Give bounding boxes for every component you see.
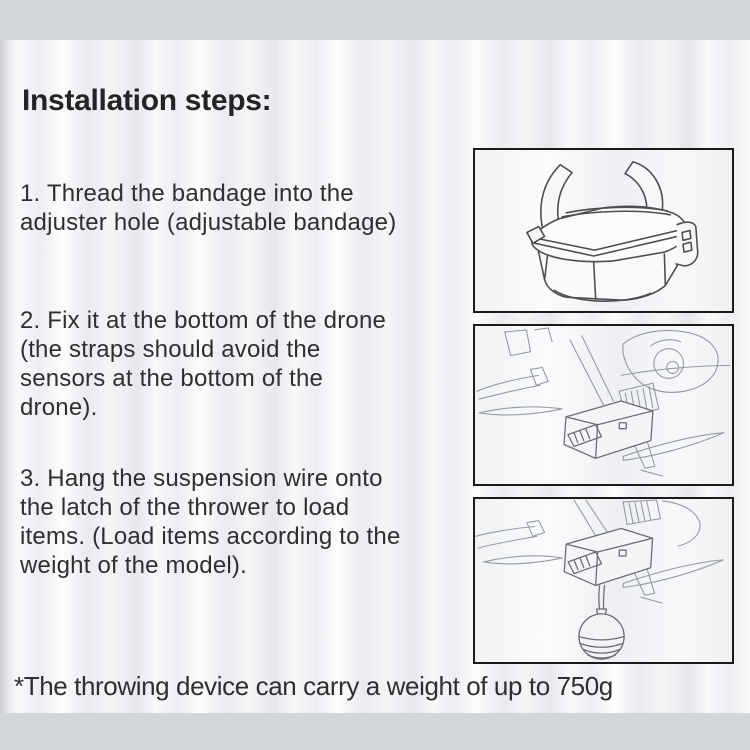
step-3-text: 3. Hang the suspension wire onto the latch of the thrower to load items. (Load items according to the weight of the model). <box>20 465 401 579</box>
payload-hanging-drawing <box>475 499 732 662</box>
step-2-text: 2. Fix it at the bottom of the drone (the straps should avoid the sensors at the bottom of the drone). <box>20 307 387 421</box>
drone-mount-drawing <box>475 326 732 484</box>
bottom-letterbox-band <box>0 713 750 750</box>
figure-thrower-straps <box>473 148 734 313</box>
figure-drone-mount <box>473 324 734 486</box>
footnote-weight-limit: *The throwing device can carry a weight of up to 750g <box>14 671 613 701</box>
page-title: Installation steps: <box>22 84 272 117</box>
step-1-text: 1. Thread the bandage into the adjuster hole (adjustable bandage) <box>20 180 397 236</box>
top-letterbox-band <box>0 0 750 40</box>
figure-payload-hanging <box>473 497 734 664</box>
thrower-straps-drawing <box>475 150 732 311</box>
